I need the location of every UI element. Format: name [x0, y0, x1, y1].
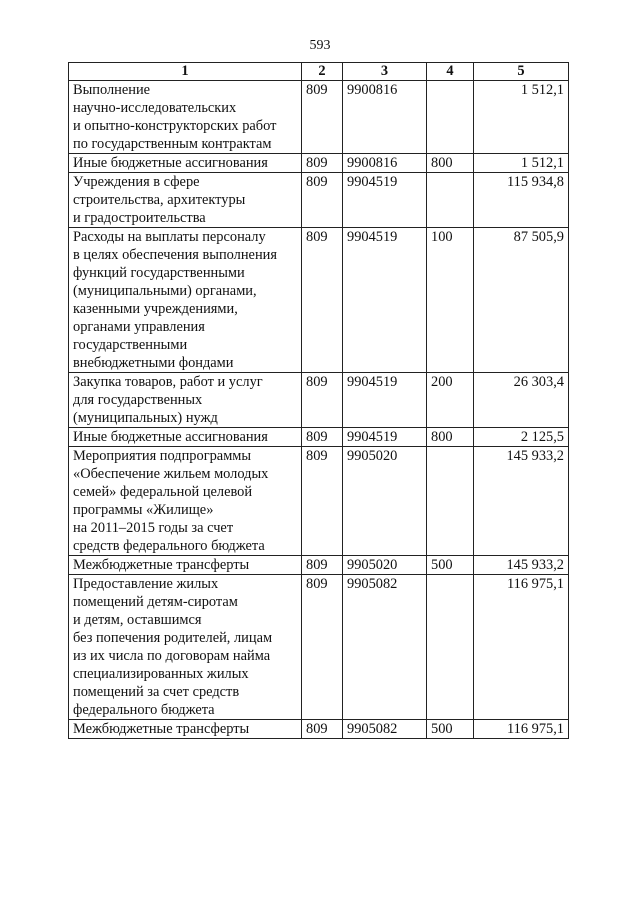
expense-type-cell: 800 [427, 154, 474, 173]
column-header: 2 [302, 63, 343, 81]
target-article-cell: 9900816 [343, 154, 427, 173]
table-row [69, 373, 569, 428]
target-article-cell: 9905020 [343, 556, 427, 575]
row-name-cell: Мероприятия подпрограммы «Обеспечение жильем молодых семей» федеральной целевой программы «Жилище» на 2011–2015 годы за счет средств федерального бюджета [69, 447, 302, 556]
target-article-cell: 9904519 [343, 228, 427, 373]
target-article-cell: 9904519 [343, 373, 427, 428]
amount-cell: 1 512,1 [474, 81, 569, 154]
table-row [69, 154, 569, 173]
amount-cell: 87 505,9 [474, 228, 569, 373]
ministry-code-cell: 809 [302, 373, 343, 428]
expense-type-cell: 200 [427, 373, 474, 428]
table-row [69, 428, 569, 447]
budget-table [68, 62, 569, 739]
amount-cell: 145 933,2 [474, 556, 569, 575]
expense-type-cell: 500 [427, 556, 474, 575]
column-header: 5 [474, 63, 569, 81]
row-name-cell: Межбюджетные трансферты [69, 556, 302, 575]
expense-type-cell: 500 [427, 720, 474, 739]
table-row [69, 556, 569, 575]
amount-cell: 145 933,2 [474, 447, 569, 556]
ministry-code-cell: 809 [302, 720, 343, 739]
table-row [69, 81, 569, 154]
target-article-cell: 9905082 [343, 575, 427, 720]
table-row [69, 575, 569, 720]
row-name-cell: Предоставление жилых помещений детям-сиротам и детям, оставшимся без попечения родителей, лицам из их числа по договорам найма специализированных жилых помещений за счет средств федерального бюджета [69, 575, 302, 720]
expense-type-cell: 800 [427, 428, 474, 447]
column-header: 1 [69, 63, 302, 81]
target-article-cell: 9905020 [343, 447, 427, 556]
ministry-code-cell: 809 [302, 447, 343, 556]
ministry-code-cell: 809 [302, 173, 343, 228]
ministry-code-cell: 809 [302, 228, 343, 373]
table-row [69, 447, 569, 556]
row-name-cell: Учреждения в сфере строительства, архитектуры и градостроительства [69, 173, 302, 228]
column-header: 4 [427, 63, 474, 81]
amount-cell: 115 934,8 [474, 173, 569, 228]
row-name-cell: Межбюджетные трансферты [69, 720, 302, 739]
amount-cell: 116 975,1 [474, 720, 569, 739]
table-row [69, 173, 569, 228]
row-name-cell: Расходы на выплаты персоналу в целях обеспечения выполнения функций государственными (муниципальными) органами, казенными учреждениями, органами управления государственными внебюджетными фондами [69, 228, 302, 373]
ministry-code-cell: 809 [302, 154, 343, 173]
amount-cell: 1 512,1 [474, 154, 569, 173]
row-name-cell: Выполнение научно-исследовательских и опытно-конструкторских работ по государственным контрактам [69, 81, 302, 154]
expense-type-cell [427, 81, 474, 154]
expense-type-cell [427, 173, 474, 228]
table-row [69, 720, 569, 739]
amount-cell: 2 125,5 [474, 428, 569, 447]
target-article-cell: 9905082 [343, 720, 427, 739]
expense-type-cell [427, 447, 474, 556]
table-header-row [69, 63, 569, 81]
target-article-cell: 9900816 [343, 81, 427, 154]
page-number: 593 [309, 38, 331, 53]
ministry-code-cell: 809 [302, 556, 343, 575]
amount-cell: 26 303,4 [474, 373, 569, 428]
expense-type-cell: 100 [427, 228, 474, 373]
ministry-code-cell: 809 [302, 575, 343, 720]
target-article-cell: 9904519 [343, 173, 427, 228]
table-body [69, 81, 569, 739]
target-article-cell: 9904519 [343, 428, 427, 447]
ministry-code-cell: 809 [302, 81, 343, 154]
table-row [69, 228, 569, 373]
expense-type-cell [427, 575, 474, 720]
column-header: 3 [343, 63, 427, 81]
row-name-cell: Иные бюджетные ассигнования [69, 428, 302, 447]
row-name-cell: Закупка товаров, работ и услуг для государственных (муниципальных) нужд [69, 373, 302, 428]
amount-cell: 116 975,1 [474, 575, 569, 720]
row-name-cell: Иные бюджетные ассигнования [69, 154, 302, 173]
ministry-code-cell: 809 [302, 428, 343, 447]
